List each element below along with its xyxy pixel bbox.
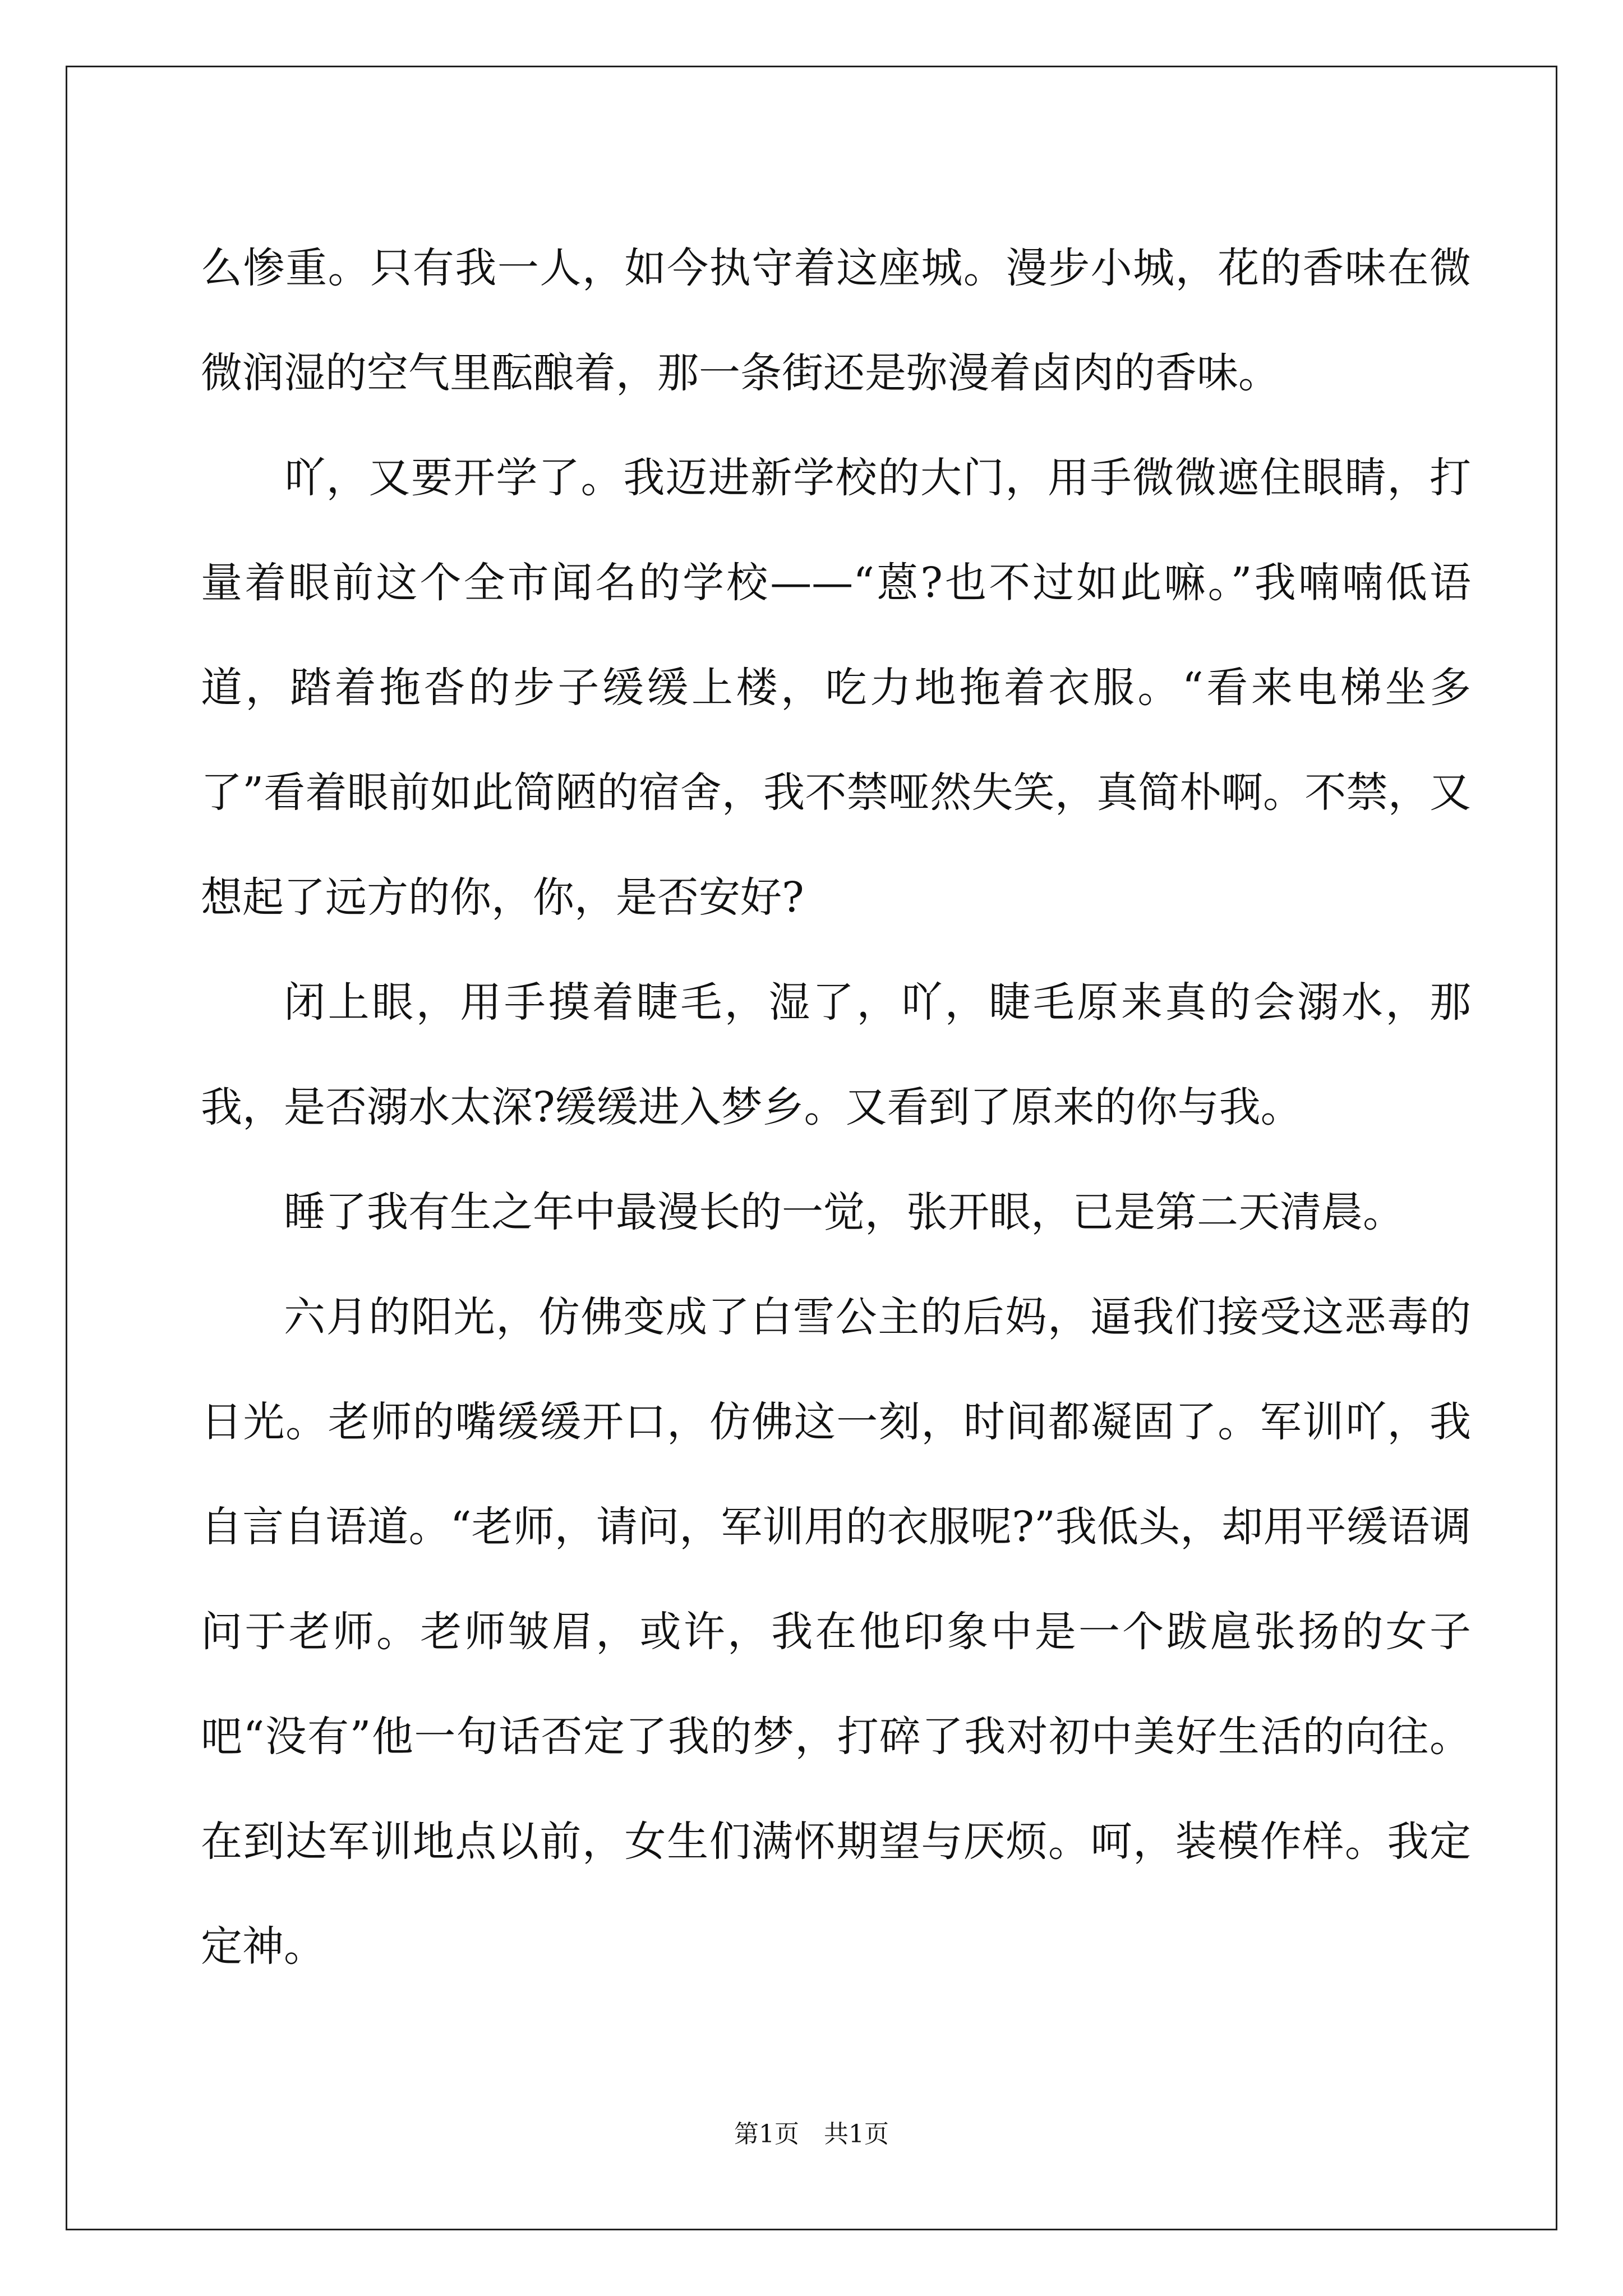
page-number-label: 第1页 共1页 bbox=[734, 2120, 889, 2148]
document-body bbox=[201, 216, 1471, 1999]
paragraph-4: 睡了我有生之年中最漫长的一觉，张开眼，已是第二天清晨。 bbox=[284, 1188, 1404, 1236]
paragraph-5: 六月的阳光，仿佛变成了白雪公主的后妈，逼我们接受这恶毒的日光。老师的嘴缓缓开口，仿佛这一刻，时间都凝固了。军训吖，我自言自语道。“老师，请问，军训用的衣服呢?”我低头，却用平缓语调问于老师。老师皱眉，或许，我在他印象中是一个跋扈张扬的女子吧“没有”他一句话否定了我的梦，打碎了我对初中美好生活的向往。在到达军训地点以前，女生们满怀期望与厌烦。呵，装模作样。我定定神。 bbox=[201, 1293, 1471, 1971]
page-footer bbox=[0, 2118, 1623, 2151]
paragraph-1: 么惨重。只有我一人，如今执守着这座城。漫步小城，花的香味在微微润湿的空气里酝酿着，那一条街还是弥漫着卤肉的香味。 bbox=[201, 244, 1471, 397]
paragraph-3: 闭上眼，用手摸着睫毛，湿了，吖，睫毛原来真的会溺水，那我，是否溺水太深?缓缓进入梦乡。又看到了原来的你与我。 bbox=[201, 978, 1471, 1131]
paragraph-2: 吖，又要开学了。我迈进新学校的大门，用手微微遮住眼睛，打量着眼前这个全市闻名的学校——“蒽?也不过如此嘛。”我喃喃低语道，踏着拖沓的步子缓缓上楼，吃力地拖着衣服。“看来电梯坐多了”看着眼前如此简陋的宿舍，我不禁哑然失笑，真简朴啊。不禁，又想起了远方的你，你，是否安好? bbox=[201, 454, 1471, 922]
